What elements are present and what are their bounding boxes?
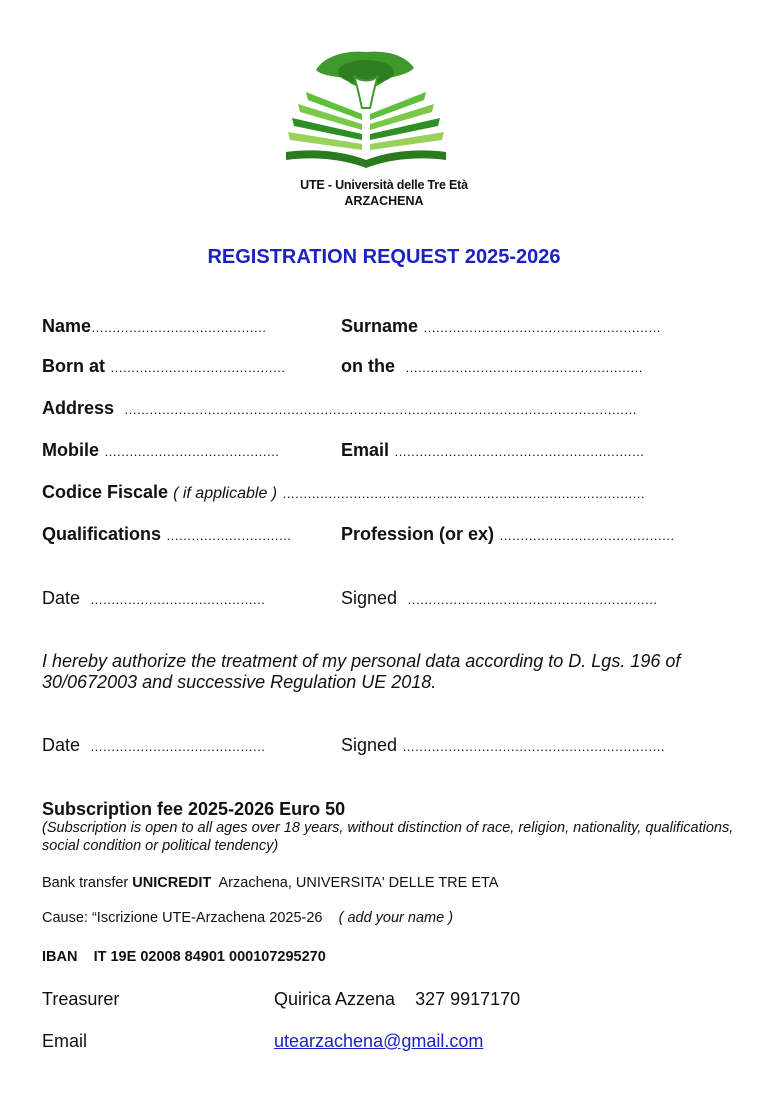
email-label: Email (341, 440, 390, 460)
ute-logo-tree-book-icon (276, 48, 456, 176)
name-field[interactable] (42, 316, 266, 337)
profession-field[interactable] (341, 524, 674, 545)
treasurer-phone: 327 9917170 (415, 989, 521, 1009)
date-field-2[interactable] (42, 735, 265, 756)
birth-date-field[interactable] (341, 356, 643, 377)
signed-field-2[interactable] (341, 735, 665, 756)
contact-email-label: Email (42, 1031, 88, 1051)
org-name: UTE - Università delle Tre Età (300, 178, 468, 192)
profession-label: Profession (or ex) (341, 524, 495, 544)
iban-value: IT 19E 02008 84901 000107295270 (93, 949, 326, 965)
codice-fiscale-note: ( if applicable ) (173, 485, 278, 502)
surname-dots: ………………………………………………… (423, 320, 661, 335)
date-dots-1: …………………………………… (90, 592, 266, 607)
signed-dots-1: …………………………………………………… (407, 592, 658, 607)
treasurer-name: Quirica Azzena (274, 989, 396, 1009)
address-dots: …………………………………………………………………………………………………………… (124, 402, 637, 417)
email-dots: …………………………………………………… (394, 444, 645, 459)
address-label: Address (42, 398, 115, 418)
mobile-label: Mobile (42, 440, 99, 460)
date-dots-2: …………………………………… (90, 739, 266, 754)
signed-field-1[interactable] (341, 588, 657, 609)
date-label-1: Date (42, 588, 81, 608)
contact-email-link[interactable]: utearzachena@gmail.com (274, 1031, 484, 1051)
signed-label-2: Signed (341, 735, 398, 755)
mobile-field[interactable] (42, 440, 279, 461)
signed-dots-2: ……………………………………………………… (402, 739, 665, 754)
cause-line (42, 910, 453, 926)
born-at-field[interactable] (42, 356, 285, 377)
signed-label-1: Signed (341, 588, 398, 608)
codice-fiscale-label: Codice Fiscale (42, 482, 169, 502)
date-field-1[interactable] (42, 588, 265, 609)
email-field[interactable] (341, 440, 644, 461)
surname-label: Surname (341, 316, 419, 336)
privacy-authorization-text: I hereby authorize the treatment of my personal data according to D. Lgs. 196 of 30/0672003 and successive Regulation UE 2018. (42, 651, 681, 692)
iban-line (42, 949, 326, 965)
bank-transfer-prefix: Bank transfer (42, 875, 129, 891)
surname-field[interactable] (341, 316, 661, 337)
treasurer-contact (274, 989, 520, 1010)
qualifications-dots: ………………………… (166, 528, 292, 543)
codice-fiscale-field[interactable] (42, 482, 645, 503)
bank-transfer-line (42, 875, 498, 891)
treasurer-label: Treasurer (42, 989, 120, 1009)
born-at-label: Born at (42, 356, 105, 376)
qualifications-label: Qualifications (42, 524, 162, 544)
page-title: REGISTRATION REQUEST 2025-2026 (207, 246, 561, 268)
name-label: Name (42, 316, 92, 336)
name-dots: …………………………………… (91, 320, 267, 335)
bank-transfer-suffix: Arzachena, UNIVERSITA' DELLE TRE ETA (218, 875, 499, 891)
qualifications-field[interactable] (42, 524, 291, 545)
subscription-note: (Subscription is open to all ages over 18 years, without distinction of race, religion, nationality, qualifications, social condition or political tendency) (42, 820, 734, 854)
date-label-2: Date (42, 735, 81, 755)
cause-note: ( add your name ) (338, 910, 454, 926)
cause-text: Cause: “Iscrizione UTE-Arzachena 2025-26 (42, 910, 323, 926)
org-city: ARZACHENA (344, 194, 424, 208)
subscription-fee-title: Subscription fee 2025-2026 Euro 50 (42, 799, 346, 819)
birth-date-label: on the (341, 356, 395, 376)
born-at-dots: …………………………………… (110, 360, 286, 375)
codice-fiscale-dots: …………………………………………………………………………… (282, 486, 645, 501)
profession-dots: …………………………………… (499, 528, 675, 543)
bank-name: UNICREDIT (132, 875, 212, 891)
birth-date-dots: ………………………………………………… (405, 360, 643, 375)
mobile-dots: …………………………………… (104, 444, 280, 459)
iban-label: IBAN (42, 949, 78, 965)
address-field[interactable] (42, 398, 637, 419)
